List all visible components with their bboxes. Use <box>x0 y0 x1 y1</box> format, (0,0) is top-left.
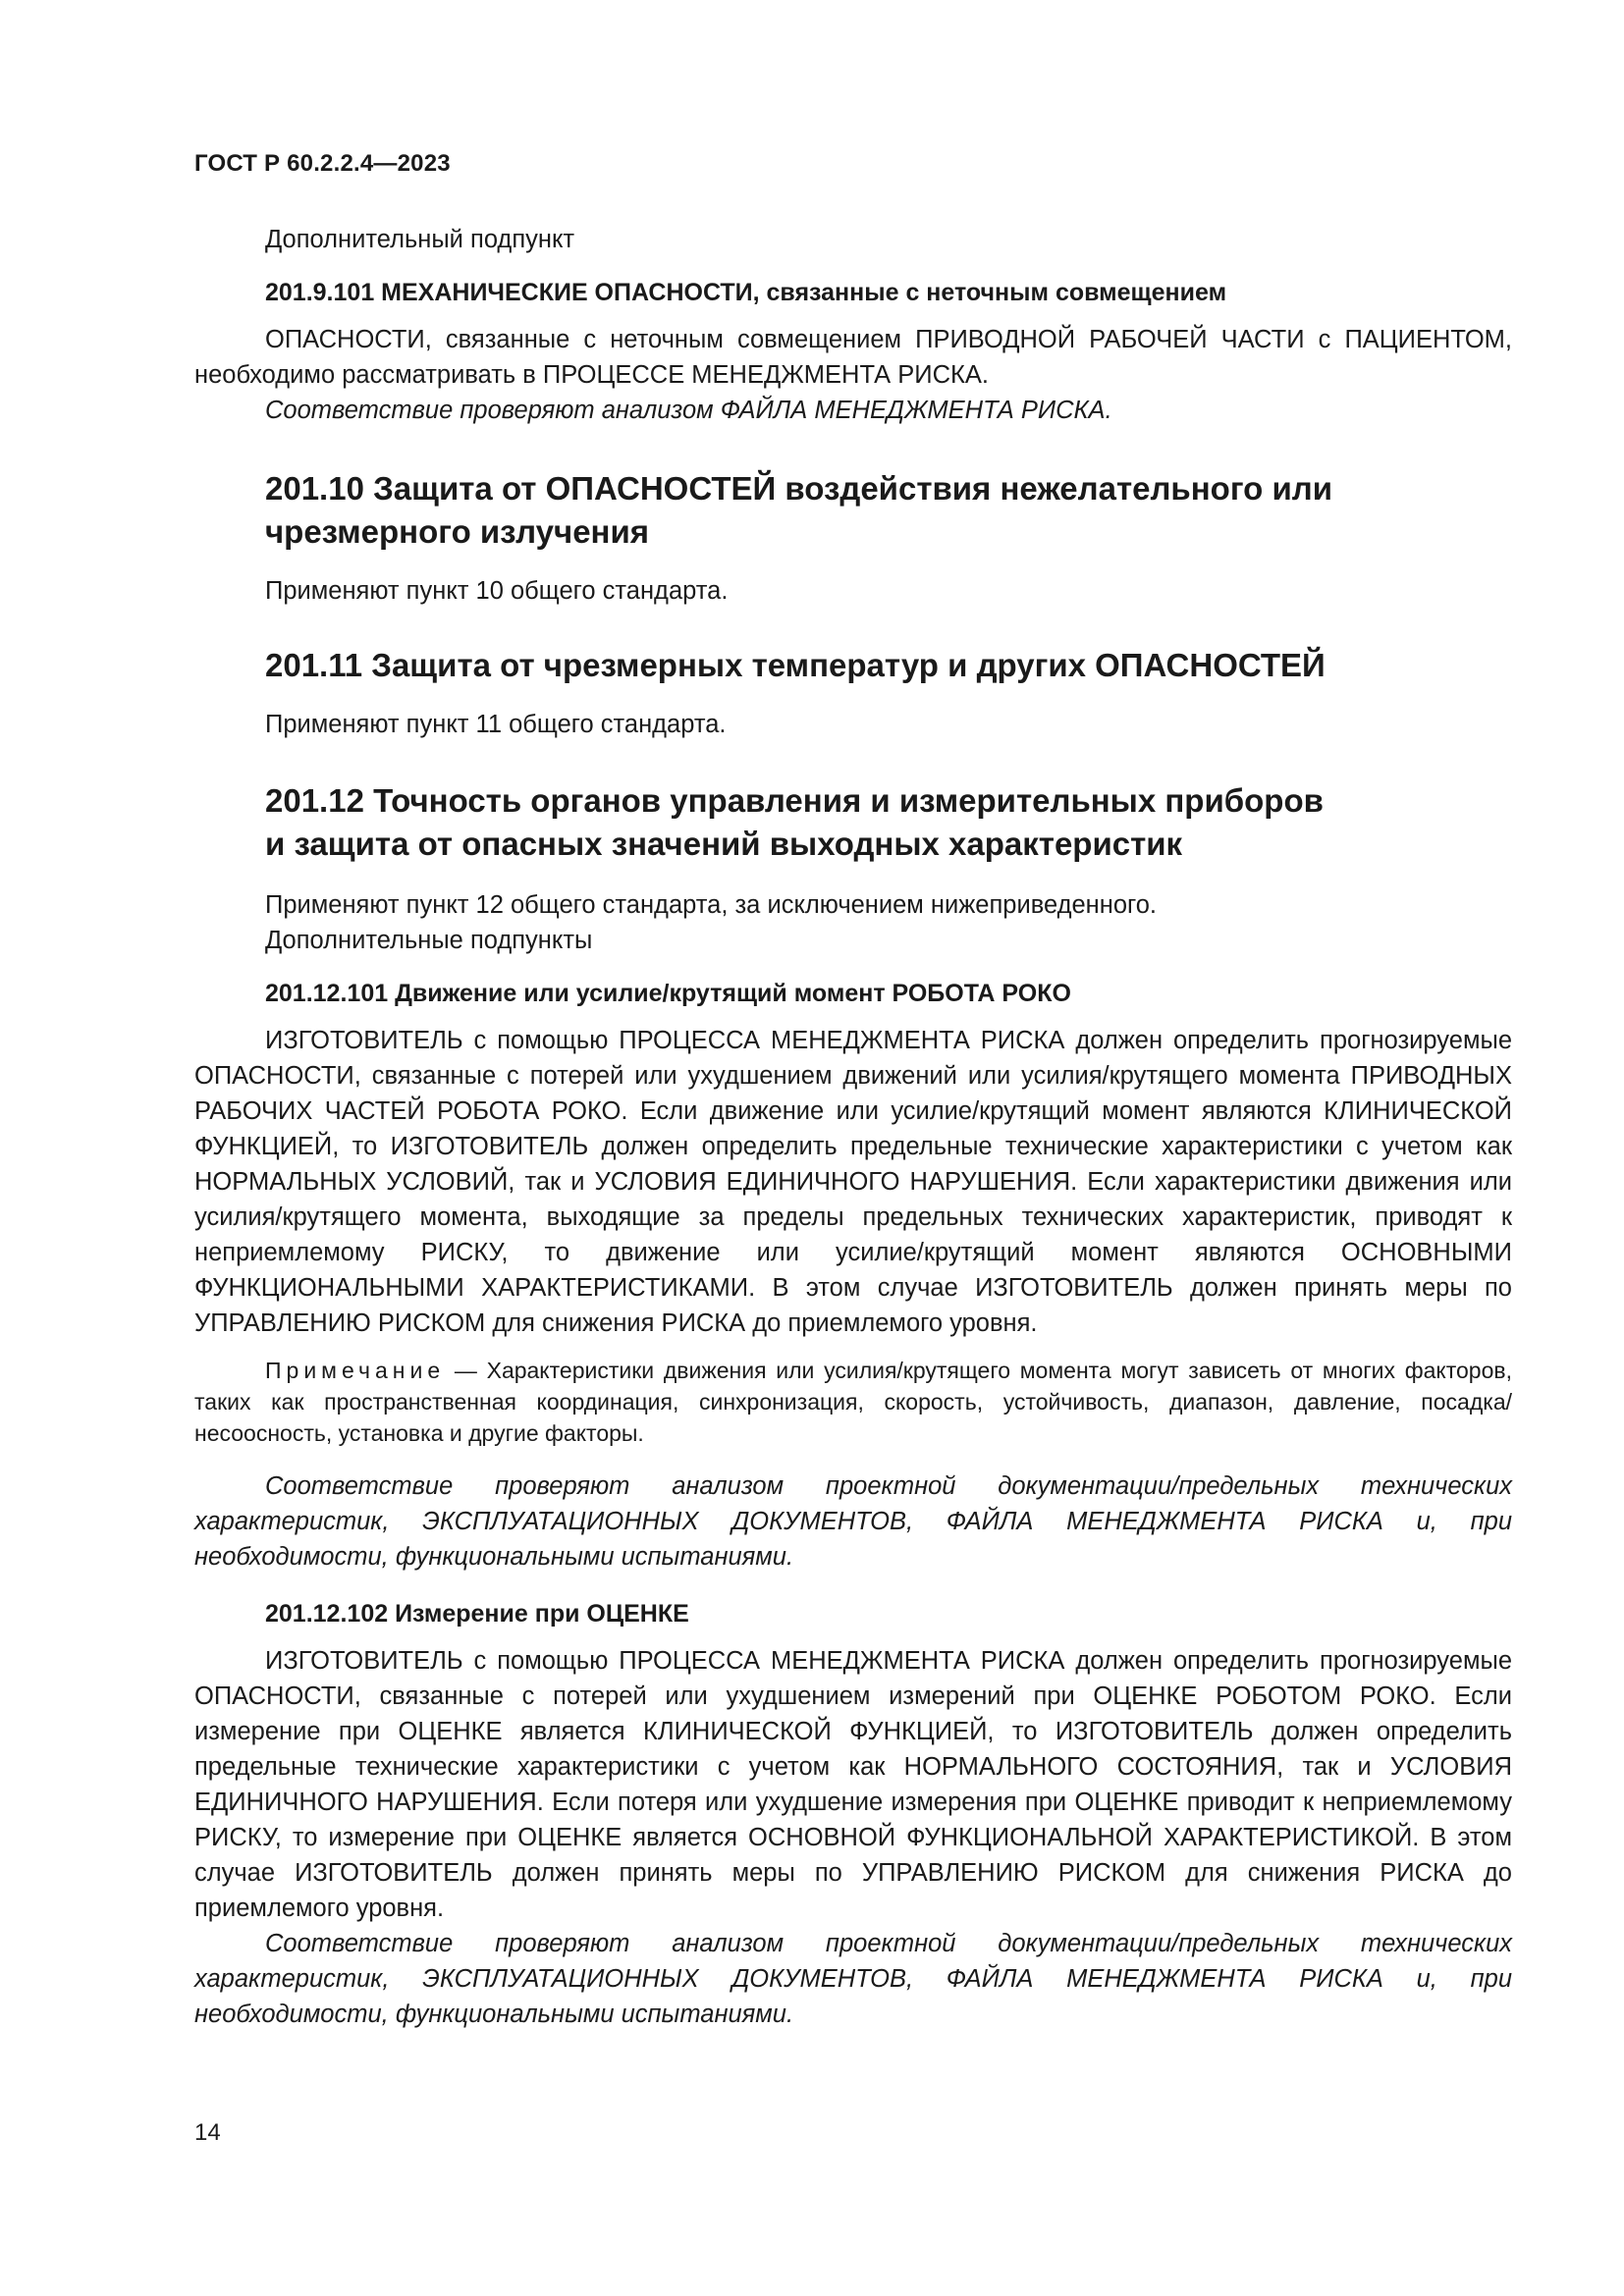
paragraph-201-12-102: ИЗГОТОВИТЕЛЬ с помощью ПРОЦЕССА МЕНЕДЖМЕНТА РИСКА должен определить прогнозируемые ОПАСНОСТИ, связанные с потерей или ухудшением измерений при ОЦЕНКЕ РОБОТОМ РОКО. Если измерение при ОЦЕНКЕ является КЛИНИЧЕСКОЙ ФУНКЦИЕЙ, то ИЗГОТОВИТЕЛЬ должен определить предельные технические характеристики с учетом как НОРМАЛЬНОГО СОСТОЯНИЯ, так и УСЛОВИЯ ЕДИНИЧНОГО НАРУШЕНИЯ. Если потеря или ухудшение измерения при ОЦЕНКЕ приводит к неприемлемому РИСКУ, то измерение при ОЦЕНКЕ является ОСНОВНОЙ ФУНКЦИОНАЛЬНОЙ ХАРАКТЕРИСТИКОЙ. В этом случае ИЗГОТОВИТЕЛЬ должен принять меры по УПРАВЛЕНИЮ РИСКОМ для снижения РИСКА до приемлемого уровня. <box>194 1647 1512 1922</box>
paragraph-201-9-101: ОПАСНОСТИ, связанные с неточным совмещением ПРИВОДНОЙ РАБОЧЕЙ ЧАСТИ с ПАЦИЕНТОМ, необходимо рассматривать в ПРОЦЕССЕ МЕНЕДЖМЕНТА РИСКА. <box>194 326 1512 389</box>
subclause-heading-201-9-101: 201.9.101 МЕХАНИЧЕСКИЕ ОПАСНОСТИ, связанные с неточным совмещением <box>265 279 1227 306</box>
clause-heading-201-12 <box>194 779 1512 866</box>
paragraph-201-11: Применяют пункт 11 общего стандарта. <box>265 711 727 738</box>
compliance-201-12-101: Соответствие проверяют анализом проектной документации/предельных технических характеристик, ЭКСПЛУАТАЦИОННЫХ ДОКУМЕНТОВ, ФАЙЛА МЕНЕДЖМЕНТА РИСКА и, при необходимости, функциональными испытаниями. <box>194 1472 1512 1571</box>
clause-heading-201-12-line1: 201.12 Точность органов управления и измерительных приборов <box>265 782 1324 819</box>
additional-subclauses-label: Дополнительные подпункты <box>265 927 593 954</box>
compliance-201-12-102: Соответствие проверяют анализом проектной документации/предельных технических характеристик, ЭКСПЛУАТАЦИОННЫХ ДОКУМЕНТОВ, ФАЙЛА МЕНЕДЖМЕНТА РИСКА и, при необходимости, функциональными испытаниями. <box>194 1930 1512 2028</box>
page-content <box>194 222 1512 2032</box>
clause-heading-201-12-line2: и защита от опасных значений выходных характеристик <box>265 826 1183 862</box>
paragraph-201-12-101: ИЗГОТОВИТЕЛЬ с помощью ПРОЦЕССА МЕНЕДЖМЕНТА РИСКА должен определить прогнозируемые ОПАСНОСТИ, связанные с потерей или ухудшением движений или усилия/крутящего момента ПРИВОДНЫХ РАБОЧИХ ЧАСТЕЙ РОБОТА РОКО. Если движение или усилие/крутящий момент являются КЛИНИЧЕСКОЙ ФУНКЦИЕЙ, то ИЗГОТОВИТЕЛЬ должен определить предельные технические характеристики с учетом как НОРМАЛЬНЫХ УСЛОВИЙ, так и УСЛОВИЯ ЕДИНИЧНОГО НАРУШЕНИЯ. Если характеристики движения или усилия/крутящего момента, выходящие за пределы предельных технических характеристик, приводят к неприемлемому РИСКУ, то движение или усилие/крутящий момент являются ОСНОВНЫМИ ФУНКЦИОНАЛЬНЫМИ ХАРАКТЕРИСТИКАМИ. В этом случае ИЗГОТОВИТЕЛЬ должен принять меры по УПРАВЛЕНИЮ РИСКОМ для снижения РИСКА до приемлемого уровня. <box>194 1027 1512 1337</box>
clause-heading-201-10-line2: чрезмерного излучения <box>265 513 650 550</box>
subclause-heading-201-12-101: 201.12.101 Движение или усилие/крутящий момент РОБОТА РОКО <box>265 980 1071 1007</box>
clause-heading-201-11: 201.11 Защита от чрезмерных температур и других ОПАСНОСТЕЙ <box>265 647 1326 683</box>
note-text: — Характеристики движения или усилия/крутящего момента могут зависеть от многих факторов, таких как пространственная координация, синхронизация, скорость, устойчивость, диапазон, давление, посадка/несоосность, установка и другие факторы. <box>194 1358 1512 1446</box>
paragraph-201-12: Применяют пункт 12 общего стандарта, за исключением нижеприведенного. <box>265 891 1158 919</box>
page-number: 14 <box>194 2119 221 2146</box>
note-201-12-101 <box>194 1355 1512 1449</box>
compliance-201-9-101: Соответствие проверяют анализом ФАЙЛА МЕНЕДЖМЕНТА РИСКА. <box>265 397 1112 424</box>
additional-subclause-label: Дополнительный подпункт <box>265 226 575 253</box>
clause-heading-201-10 <box>194 467 1512 554</box>
subclause-heading-201-12-102: 201.12.102 Измерение при ОЦЕНКЕ <box>265 1600 689 1628</box>
paragraph-201-10: Применяют пункт 10 общего стандарта. <box>265 577 729 605</box>
note-label: Примечание <box>265 1358 446 1383</box>
document-code: ГОСТ Р 60.2.2.4—2023 <box>194 150 451 177</box>
clause-heading-201-10-line1: 201.10 Защита от ОПАСНОСТЕЙ воздействия нежелательного или <box>265 470 1332 507</box>
